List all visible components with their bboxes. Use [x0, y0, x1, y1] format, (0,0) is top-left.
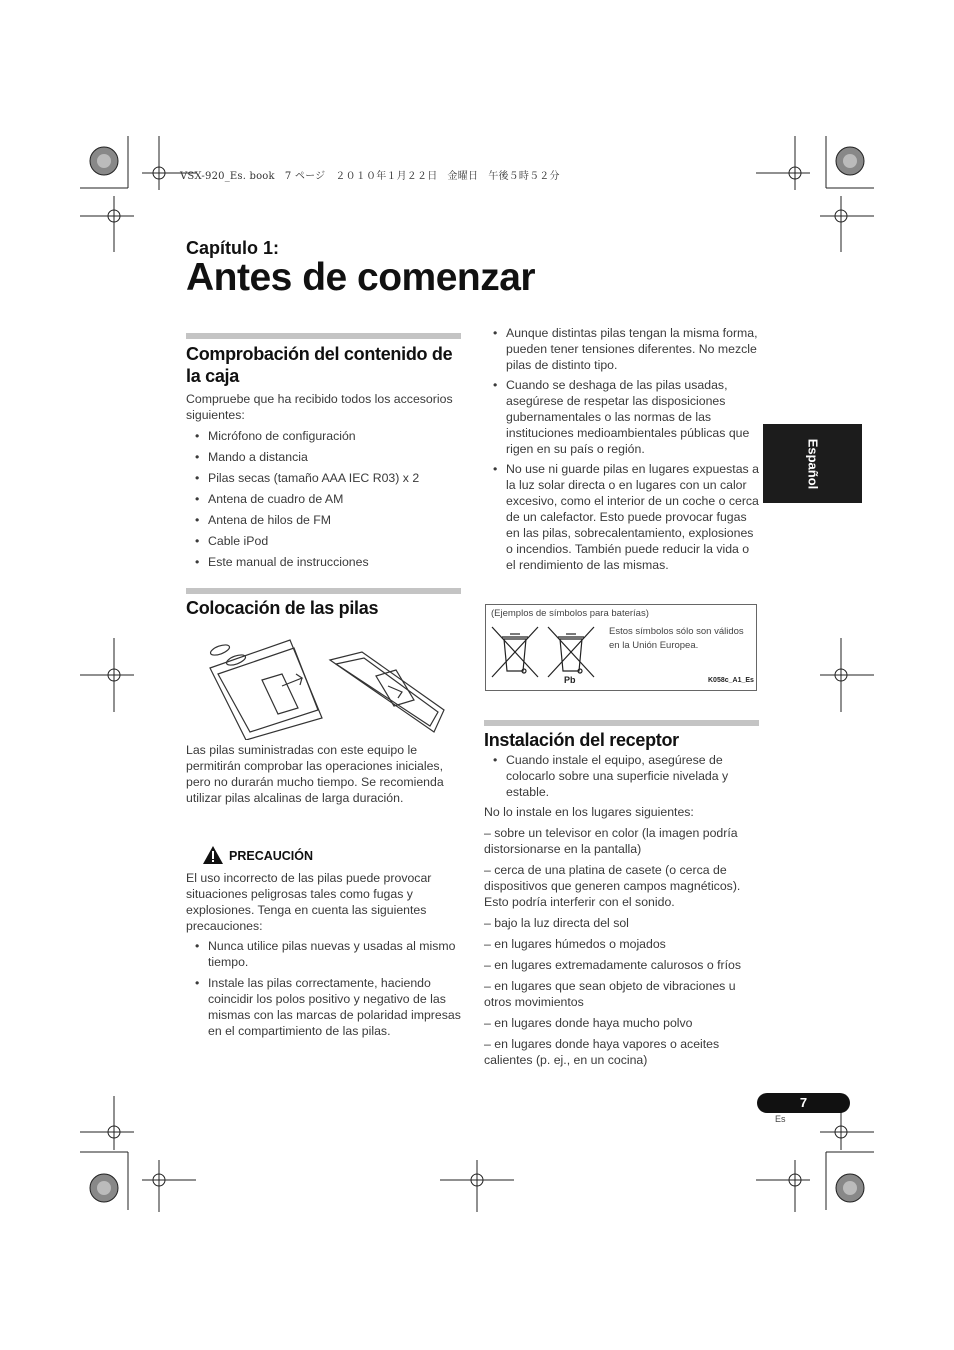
- section-rule: [186, 588, 461, 594]
- battery-install-illustration: [198, 630, 448, 740]
- crosshair-icon: [756, 136, 810, 190]
- list-item: • Micrófono de configuración: [186, 428, 462, 444]
- starburst-icon: [90, 147, 118, 175]
- crosshair-icon: [142, 1160, 196, 1212]
- remote-outline: [336, 658, 438, 726]
- crosshair-icon: [820, 196, 874, 252]
- caution-block: [186, 870, 462, 1039]
- list-item: • Aunque distintas pilas tengan la misma forma, pueden tener tensiones diferentes. No mezcle pilas de distinto tipo.: [484, 325, 760, 373]
- battery: [209, 643, 231, 657]
- battery-symbols-box: [485, 604, 757, 691]
- list-item: – bajo la luz directa del sol: [484, 916, 629, 930]
- starburst-icon: [90, 1174, 118, 1202]
- list-item: • Pilas secas (tamaño AAA IEC R03) x 2: [186, 470, 462, 486]
- section-install: [484, 729, 760, 1068]
- section-rule: [484, 720, 759, 726]
- crossed-bin-icon: [546, 625, 596, 679]
- caution-body: El uso incorrecto de las pilas puede provocar situaciones peligrosas tales como fugas y explosiones. Tenga en cuenta las siguientes precauciones:: [186, 871, 432, 933]
- list-item: • Cable iPod: [186, 533, 462, 549]
- print-header: VSX-920_Es. book 7 ページ ２０１０年１月２２日 金曜日 午後５時５２分: [180, 171, 560, 182]
- starburst-icon: [836, 1174, 864, 1202]
- page-number: 7: [757, 1093, 850, 1113]
- list-item: • Mando a distancia: [186, 449, 462, 465]
- list-item: • Cuando instale el equipo, asegúrese de colocarlo sobre una superficie nivelada y estable.: [484, 752, 760, 800]
- list-item: • Este manual de instrucciones: [186, 554, 462, 570]
- list-item: • No use ni guarde pilas en lugares expuestas a la luz solar directa o en lugares con un calor excesivo, como el interior de un coche o cerca de un calefactor. Esto puede provocar fugas en las pilas, sobrecalentamiento, explosiones o incendios. También puede reducir la vida o el rendimiento de las mismas.: [484, 461, 760, 573]
- list-item: – en lugares húmedos o mojados: [484, 937, 666, 951]
- section-rule: [186, 333, 461, 339]
- crosshair-icon: [80, 638, 134, 712]
- language-tab-label: Español: [805, 438, 820, 489]
- section-intro: Compruebe que ha recibido todos los accesorios siguientes:: [186, 392, 453, 422]
- pb-label: Pb: [564, 675, 576, 685]
- battery-cover: [262, 674, 298, 714]
- arrow-icon: [388, 686, 402, 698]
- chapter-title: Antes de comenzar: [186, 256, 536, 299]
- section-heading: Comprobación del contenido de la caja: [186, 344, 453, 386]
- symbols-caption: (Ejemplos de símbolos para baterías): [491, 608, 649, 619]
- crosshair-icon: [756, 1160, 810, 1212]
- list-item: • Cuando se deshaga de las pilas usadas, asegúrese de respetar las disposiciones gubernamentales o las normas de las instituciones medioambientales públicas que rigen en su país o región.: [484, 377, 760, 457]
- crosshair-icon: [80, 196, 134, 252]
- language-tab: [763, 424, 862, 503]
- list-item: – en lugares que sean objeto de vibraciones u otros movimientos: [484, 979, 736, 1009]
- symbols-note: Estos símbolos sólo son válidos en la Unión Europea.: [609, 626, 744, 651]
- page-language: Es: [775, 1114, 786, 1124]
- crosshair-icon: [440, 1160, 514, 1212]
- list-item: – en lugares donde haya mucho polvo: [484, 1016, 693, 1030]
- crosshair-icon: [80, 1096, 134, 1150]
- list-item: • Instale las pilas correctamente, haciendo coincidir los polos positivo y negativo de las mismas con las marcas de polaridad impresas en el compartimiento de las pilas.: [186, 975, 462, 1039]
- section-heading: Instalación del receptor: [484, 730, 679, 750]
- crosshair-icon: [820, 638, 874, 712]
- batteries-body: Las pilas suministradas con este equipo le permitirán comprobar las operaciones iniciales, pero no durarán mucho tiempo. Se recomienda utilizar pilas alcalinas de larga duración.: [186, 743, 444, 805]
- list-item: • Antena de hilos de FM: [186, 512, 462, 528]
- caution-title: PRECAUCIÓN: [229, 849, 314, 863]
- list-item: – cerca de una platina de casete (o cerca de dispositivos que generen campos magnéticos). Esto podría interferir con el sonido.: [484, 863, 741, 909]
- list-item: – en lugares extremadamente calurosos o fríos: [484, 958, 742, 972]
- list-item: • Nunca utilice pilas nuevas y usadas al mismo tiempo.: [186, 938, 462, 970]
- warning-icon: [202, 845, 224, 865]
- symbols-code: K058c_A1_Es: [708, 677, 754, 684]
- list-item: • Antena de cuadro de AM: [186, 491, 462, 507]
- remote-outline: [218, 648, 318, 732]
- list-item: – sobre un televisor en color (la imagen podría distorsionarse en la pantalla): [484, 826, 738, 856]
- remote-outline: [330, 652, 444, 732]
- battery-precautions: [484, 325, 760, 573]
- list-item: – en lugares donde haya vapores o aceites calientes (p. ej., en un cocina): [484, 1037, 720, 1067]
- crossed-bin-icon: [490, 625, 540, 679]
- install-intro: No lo instale en los lugares siguientes:: [484, 805, 694, 819]
- starburst-icon: [836, 147, 864, 175]
- chapter-label: Capítulo 1:: [186, 238, 279, 258]
- section-contents: [186, 343, 462, 570]
- section-heading: Colocación de las pilas: [186, 598, 379, 618]
